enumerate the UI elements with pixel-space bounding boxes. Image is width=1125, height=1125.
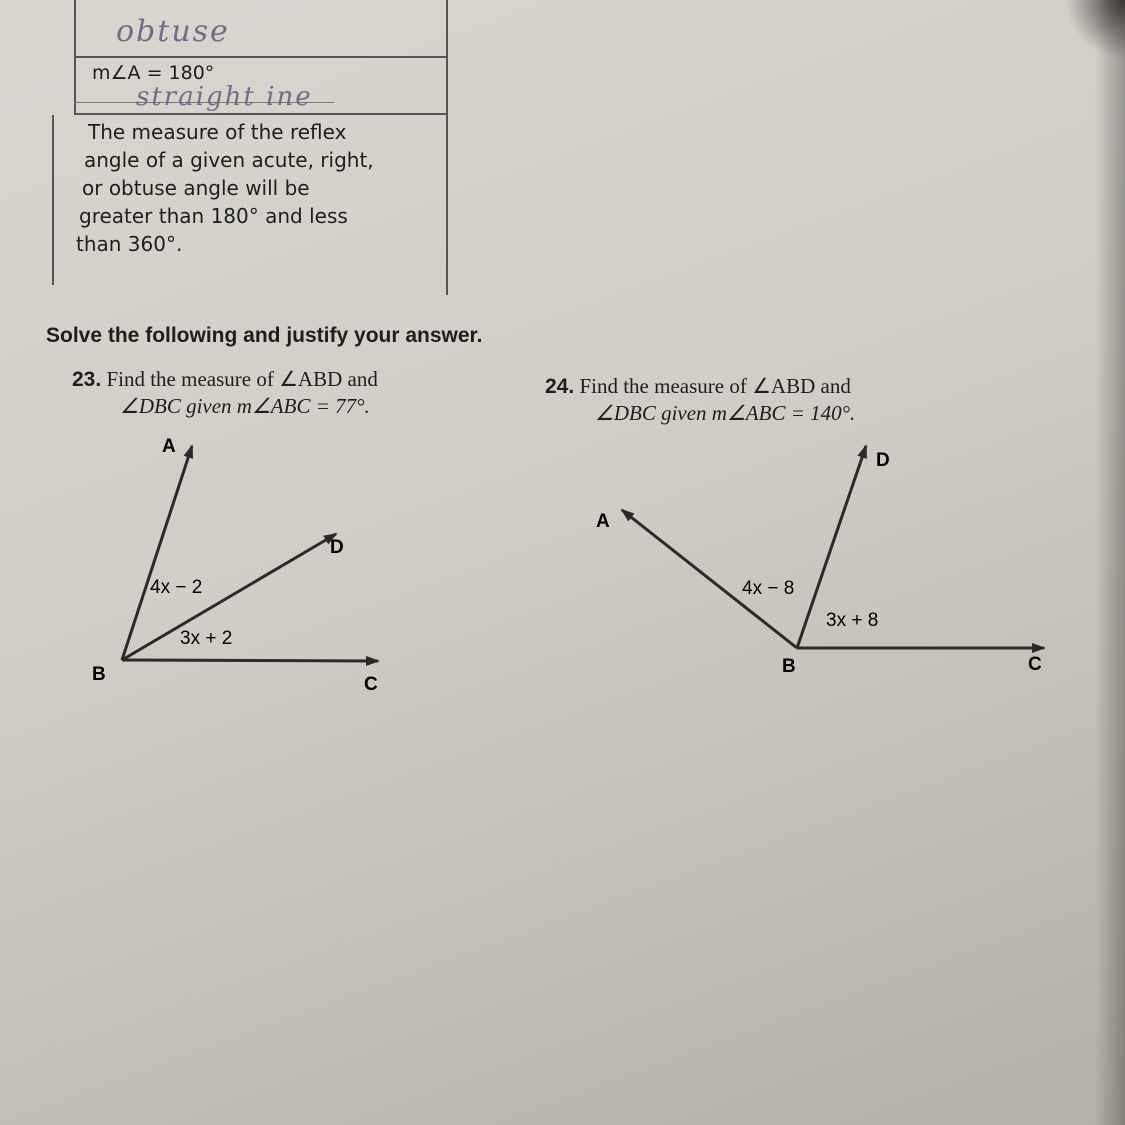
reflex-line-1: The measure of the reflex bbox=[88, 120, 347, 144]
reflex-line-4: greater than 180° and less bbox=[79, 204, 348, 228]
diagram-24 bbox=[596, 446, 1044, 677]
label-a: A bbox=[596, 511, 610, 532]
angle-abd-expression: 4x − 2 bbox=[150, 577, 203, 598]
problem-text-line-2: ∠DBC given m∠ABC = 140°. bbox=[595, 401, 856, 425]
label-c: C bbox=[1028, 654, 1042, 675]
label-b: B bbox=[782, 656, 796, 677]
problem-text-line-1: Find the measure of ∠ABD and bbox=[106, 367, 378, 391]
handwritten-obtuse: obtuse bbox=[116, 14, 230, 49]
handwritten-straight-line: straight ine bbox=[136, 82, 313, 112]
angle-dbc-expression: 3x + 8 bbox=[826, 610, 879, 631]
problem-number: 23. bbox=[72, 368, 102, 391]
label-d: D bbox=[330, 537, 344, 558]
reflex-line-3: or obtuse angle will be bbox=[82, 176, 310, 200]
straight-angle-formula: m∠A = 180° bbox=[92, 62, 215, 84]
problem-text-line-1: Find the measure of ∠ABD and bbox=[579, 374, 851, 398]
label-b: B bbox=[92, 664, 106, 685]
label-d: D bbox=[876, 450, 890, 471]
reflex-line-5: than 360°. bbox=[76, 232, 183, 256]
reflex-line-2: angle of a given acute, right, bbox=[84, 148, 374, 172]
label-c: C bbox=[364, 674, 378, 695]
instructions-heading: Solve the following and justify your answer. bbox=[46, 324, 483, 347]
angle-abd-expression: 4x − 8 bbox=[742, 578, 795, 599]
diagram-23 bbox=[92, 436, 378, 695]
ray-bc bbox=[122, 660, 378, 661]
label-a: A bbox=[162, 436, 176, 457]
angle-dbc-expression: 3x + 2 bbox=[180, 628, 233, 649]
problem-number: 24. bbox=[545, 375, 575, 398]
problem-text-line-2: ∠DBC given m∠ABC = 77°. bbox=[120, 394, 370, 418]
